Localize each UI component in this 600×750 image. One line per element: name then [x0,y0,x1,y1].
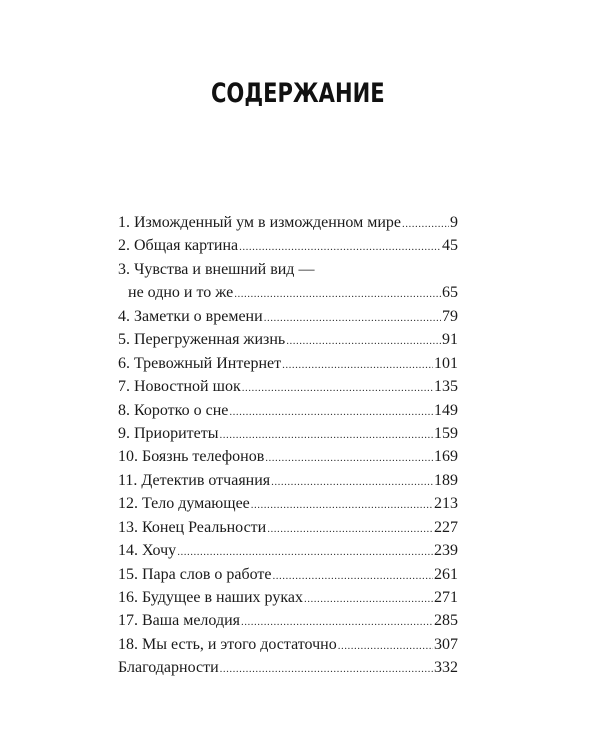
toc-entry-title: 11. Детектив отчаяния [118,471,271,489]
toc-entry[interactable] [118,234,458,257]
toc-entry-title: 5. Перегруженная жизнь [118,331,286,349]
toc-entry-page: 227 [434,518,458,536]
toc-leader-dots [265,447,433,470]
toc-entry-page: 261 [434,565,458,583]
toc-leader-dots [239,236,441,259]
toc-entry-page: 332 [434,659,458,677]
toc-entry-title: 9. Приоритеты [118,424,219,442]
toc-leader-dots [220,424,433,447]
toc-entry-title: 16. Будущее в наших руках [118,589,303,606]
toc-entry-title: 3. Чувства и внешний вид — [118,260,315,278]
toc-entry[interactable] [118,281,458,304]
toc-entry-page: 189 [434,471,458,489]
toc-entry[interactable] [118,656,458,679]
toc-entry[interactable] [118,563,458,586]
toc-entry-page: 149 [434,401,458,419]
toc-entry[interactable] [118,305,458,328]
toc-leader-dots [229,401,433,424]
toc-leader-dots [286,330,441,353]
toc-leader-dots [234,283,441,306]
toc-entry-title: 7. Новостной шок [118,378,241,396]
toc-entry-title: 8. Коротко о сне [118,401,229,419]
toc-leader-dots [220,658,433,681]
toc-entry-page: 159 [434,424,458,442]
toc-entry-page: 307 [434,635,458,653]
toc-entry[interactable] [118,399,458,422]
toc-leader-dots [241,611,433,634]
toc-entry-title: Благодарности [118,659,219,677]
toc-entry-page: 239 [434,542,458,560]
toc-leader-dots [338,635,433,658]
toc-leader-dots [267,518,433,541]
toc-entry[interactable] [118,633,458,656]
toc-entry[interactable] [118,328,458,351]
toc-entry-title: 17. Ваша мелодия [118,612,241,630]
toc-leader-dots [251,494,433,517]
toc-entry[interactable] [118,422,458,445]
toc-leader-dots [177,541,433,564]
toc-entry[interactable] [118,352,458,375]
toc-entry[interactable] [118,375,458,398]
toc-leader-dots [273,565,433,588]
toc-entry-title: 2. Общая картина [118,237,239,255]
toc-leader-dots [264,307,441,330]
toc-entry-title: 4. Заметки о времени [118,307,263,325]
toc-entry-title: 15. Пара слов о работе [118,565,272,583]
toc-entry-title: 14. Хочу [118,542,177,560]
toc-entry-page: 271 [434,589,458,606]
toc-entry[interactable] [118,258,458,281]
toc-entry[interactable] [118,211,458,234]
table-of-contents [118,211,458,680]
toc-entry-page: 45 [442,237,458,255]
toc-entry-title-continued: не одно и то же [128,284,234,302]
toc-entry-page: 91 [442,331,458,349]
toc-entry-title: 10. Боязнь телефонов [118,448,265,466]
toc-entry[interactable] [118,586,458,609]
toc-entry-title: 1. Изможденный ум в изможденном мире [118,214,401,231]
page-title: СОДЕРЖАНИЕ [210,78,385,109]
toc-entry-page: 101 [434,354,458,372]
toc-leader-dots [242,377,433,400]
toc-entry-page: 285 [434,612,458,630]
toc-entry-page: 169 [434,448,458,466]
toc-entry[interactable] [118,492,458,515]
toc-entry[interactable] [118,445,458,468]
toc-entry[interactable] [118,609,458,632]
toc-leader-dots [402,213,449,236]
toc-entry-title: 18. Мы есть, и этого достаточно [118,635,337,653]
toc-entry-title: 6. Тревожный Интернет [118,354,282,372]
toc-entry-title: 12. Тело думающее [118,495,250,513]
toc-entry[interactable] [118,516,458,539]
toc-entry[interactable] [118,469,458,492]
toc-entry-page: 65 [442,284,458,302]
toc-entry[interactable] [118,539,458,562]
toc-leader-dots [304,588,433,611]
toc-leader-dots [282,354,433,377]
toc-entry-page: 79 [442,307,458,325]
toc-entry-page: 135 [434,378,458,396]
toc-entry-page: 213 [434,495,458,513]
toc-leader-dots [271,471,433,494]
toc-entry-title: 13. Конец Реальности [118,518,267,536]
toc-entry-page: 9 [450,214,458,231]
